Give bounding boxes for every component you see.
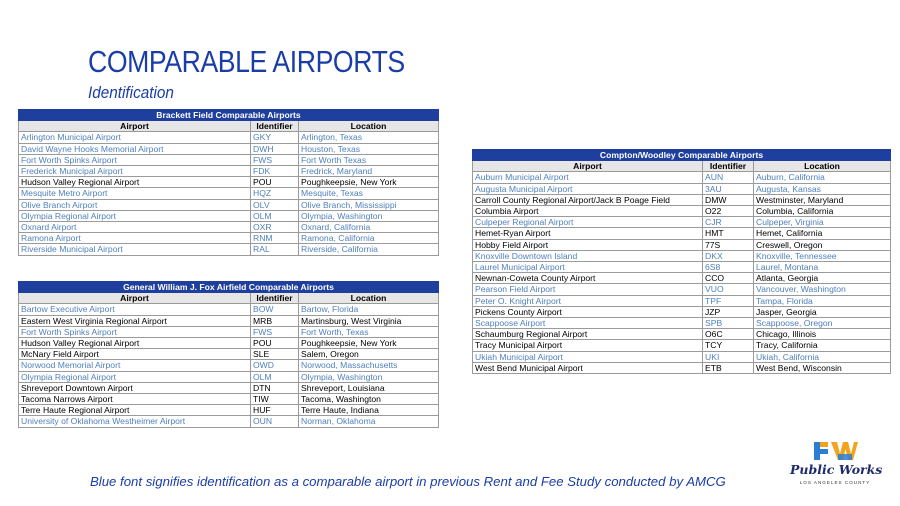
location-cell: Salem, Oregon [299, 349, 439, 360]
table-row [19, 382, 439, 393]
airport-cell: Hemet-Ryan Airport [473, 228, 703, 239]
table-row [19, 394, 439, 405]
identifier-cell: GKY [251, 132, 299, 143]
fox-table [18, 281, 439, 428]
public-works-logo [790, 440, 883, 490]
brackett-table [18, 109, 439, 256]
location-cell: Columbia, California [754, 206, 891, 217]
location-cell: Culpeper, Virginia [754, 217, 891, 228]
table-row [19, 222, 439, 233]
location-cell: Riverside, California [299, 244, 439, 255]
column-header-location: Location [299, 121, 439, 132]
table-row [19, 416, 439, 427]
airport-cell: Olympia Regional Airport [19, 371, 251, 382]
table-row [473, 351, 891, 362]
table-row [473, 217, 891, 228]
table-row [473, 273, 891, 284]
table-row [473, 262, 891, 273]
location-cell: Olive Branch, Mississippi [299, 199, 439, 210]
airport-cell: Mesquite Metro Airport [19, 188, 251, 199]
table-row [19, 154, 439, 165]
identifier-cell: SPB [703, 318, 754, 329]
compton-table [472, 149, 891, 374]
column-header-airport: Airport [19, 121, 251, 132]
table-row [19, 132, 439, 143]
location-cell: Westminster, Maryland [754, 194, 891, 205]
airport-cell: Scappoose Airport [473, 318, 703, 329]
identifier-cell: UKI [703, 351, 754, 362]
identifier-cell: OLM [251, 210, 299, 221]
location-cell: Hemet, California [754, 228, 891, 239]
airport-cell: Ukiah Municipal Airport [473, 351, 703, 362]
location-cell: Norwood, Massachusetts [299, 360, 439, 371]
identifier-cell: RAL [251, 244, 299, 255]
identifier-cell: 6S8 [703, 262, 754, 273]
identifier-cell: RNM [251, 233, 299, 244]
table-row [19, 405, 439, 416]
column-header-identifier: Identifier [251, 293, 299, 304]
identifier-cell: JZP [703, 306, 754, 317]
location-cell: Martinsburg, West Virginia [299, 315, 439, 326]
airport-cell: Olympia Regional Airport [19, 210, 251, 221]
identifier-cell: O22 [703, 206, 754, 217]
airport-cell: Pickens County Airport [473, 306, 703, 317]
location-cell: Poughkeepsie, New York [299, 338, 439, 349]
page-title: COMPARABLE AIRPORTS [88, 44, 405, 79]
airport-cell: Laurel Municipal Airport [473, 262, 703, 273]
identifier-cell: DWH [251, 143, 299, 154]
location-cell: Terre Haute, Indiana [299, 405, 439, 416]
column-header-identifier: Identifier [251, 121, 299, 132]
airport-cell: Schaumburg Regional Airport [473, 329, 703, 340]
airport-cell: Hudson Valley Regional Airport [19, 177, 251, 188]
location-cell: Tampa, Florida [754, 295, 891, 306]
column-header-location: Location [754, 161, 891, 172]
location-cell: Olympia, Washington [299, 371, 439, 382]
airport-cell: Ramona Airport [19, 233, 251, 244]
table-row [473, 172, 891, 183]
airport-cell: Columbia Airport [473, 206, 703, 217]
airport-cell: Olive Branch Airport [19, 199, 251, 210]
identifier-cell: SLE [251, 349, 299, 360]
location-cell: Jasper, Georgia [754, 306, 891, 317]
location-cell: Chicago, Illinois [754, 329, 891, 340]
airport-cell: Arlington Municipal Airport [19, 132, 251, 143]
identifier-cell: OWD [251, 360, 299, 371]
airport-cell: Knoxville Downtown Island [473, 250, 703, 261]
identifier-cell: OXR [251, 222, 299, 233]
location-cell: Ukiah, California [754, 351, 891, 362]
airport-cell: Oxnard Airport [19, 222, 251, 233]
identifier-cell: BOW [251, 304, 299, 315]
footer-note: Blue font signifies identification as a comparable airport in previous Rent and Fee Study conducted by AMCG [90, 474, 726, 489]
airport-cell: Peter O. Knight Airport [473, 295, 703, 306]
airport-cell: Eastern West Virginia Regional Airport [19, 315, 251, 326]
table-row [473, 340, 891, 351]
column-header-identifier: Identifier [703, 161, 754, 172]
table-row [19, 233, 439, 244]
airport-cell: Fort Worth Spinks Airport [19, 154, 251, 165]
identifier-cell: FDK [251, 166, 299, 177]
airport-cell: Terre Haute Regional Airport [19, 405, 251, 416]
table-row [473, 228, 891, 239]
identifier-cell: DTN [251, 382, 299, 393]
airport-cell: Pearson Field Airport [473, 284, 703, 295]
location-cell: Fort Worth Texas [299, 154, 439, 165]
airport-cell: Augusta Municipal Airport [473, 183, 703, 194]
table-row [19, 244, 439, 255]
table-row [473, 206, 891, 217]
identifier-cell: AUN [703, 172, 754, 183]
location-cell: Ramona, California [299, 233, 439, 244]
identifier-cell: ETB [703, 362, 754, 373]
location-cell: Creswell, Oregon [754, 239, 891, 250]
table-row [473, 295, 891, 306]
table-row [19, 304, 439, 315]
table-row [19, 210, 439, 221]
identifier-cell: CJR [703, 217, 754, 228]
airport-cell: Bartow Executive Airport [19, 304, 251, 315]
airport-cell: Tracy Municipal Airport [473, 340, 703, 351]
table-row [473, 250, 891, 261]
table-row [19, 326, 439, 337]
table-row [473, 284, 891, 295]
identifier-cell: OLM [251, 371, 299, 382]
table-row [473, 318, 891, 329]
table-title: Compton/Woodley Comparable Airports [473, 150, 891, 161]
location-cell: Scappoose, Oregon [754, 318, 891, 329]
airport-cell: Newnan-Coweta County Airport [473, 273, 703, 284]
table-row [19, 315, 439, 326]
location-cell: Oxnard, California [299, 222, 439, 233]
logo-name: Public Works [790, 462, 883, 477]
identifier-cell: CCO [703, 273, 754, 284]
location-cell: Vancouver, Washington [754, 284, 891, 295]
identifier-cell: DMW [703, 194, 754, 205]
identifier-cell: FWS [251, 326, 299, 337]
identifier-cell: 3AU [703, 183, 754, 194]
column-header-location: Location [299, 293, 439, 304]
airport-cell: Carroll County Regional Airport/Jack B Poage Field [473, 194, 703, 205]
table-row [473, 329, 891, 340]
table-title: General William J. Fox Airfield Comparable Airports [19, 282, 439, 293]
location-cell: Tracy, California [754, 340, 891, 351]
table-row [19, 349, 439, 360]
table-row [19, 199, 439, 210]
table-row [19, 177, 439, 188]
identifier-cell: FWS [251, 154, 299, 165]
airport-cell: Riverside Municipal Airport [19, 244, 251, 255]
page-subtitle: Identification [88, 83, 174, 102]
identifier-cell: HUF [251, 405, 299, 416]
logo-subtitle: LOS ANGELES COUNTY [799, 480, 871, 485]
table-row [473, 239, 891, 250]
location-cell: Houston, Texas [299, 143, 439, 154]
identifier-cell: O6C [703, 329, 754, 340]
identifier-cell: DKX [703, 250, 754, 261]
airport-cell: McNary Field Airport [19, 349, 251, 360]
table-row [473, 194, 891, 205]
identifier-cell: TPF [703, 295, 754, 306]
column-header-airport: Airport [19, 293, 251, 304]
location-cell: Norman, Oklahoma [299, 416, 439, 427]
identifier-cell: TIW [251, 394, 299, 405]
airport-cell: Hobby Field Airport [473, 239, 703, 250]
airport-cell: Hudson Valley Regional Airport [19, 338, 251, 349]
identifier-cell: TCY [703, 340, 754, 351]
location-cell: Arlington, Texas [299, 132, 439, 143]
identifier-cell: VUO [703, 284, 754, 295]
identifier-cell: OUN [251, 416, 299, 427]
location-cell: Laurel, Montana [754, 262, 891, 273]
airport-cell: Shreveport Downtown Airport [19, 382, 251, 393]
location-cell: Mesquite, Texas [299, 188, 439, 199]
identifier-cell: MRB [251, 315, 299, 326]
pw-logo-icon [812, 440, 858, 462]
identifier-cell: HQZ [251, 188, 299, 199]
table-row [19, 371, 439, 382]
location-cell: West Bend, Wisconsin [754, 362, 891, 373]
airport-cell: Frederick Municipal Airport [19, 166, 251, 177]
location-cell: Tacoma, Washington [299, 394, 439, 405]
table-row [473, 362, 891, 373]
table-row [19, 166, 439, 177]
airport-cell: University of Oklahoma Westheimer Airport [19, 416, 251, 427]
column-header-airport: Airport [473, 161, 703, 172]
table-row [19, 338, 439, 349]
table-row [19, 143, 439, 154]
airport-cell: Tacoma Narrows Airport [19, 394, 251, 405]
location-cell: Knoxville, Tennessee [754, 250, 891, 261]
identifier-cell: 77S [703, 239, 754, 250]
table-title: Brackett Field Comparable Airports [19, 110, 439, 121]
location-cell: Fredrick, Maryland [299, 166, 439, 177]
location-cell: Olympia, Washington [299, 210, 439, 221]
location-cell: Atlanta, Georgia [754, 273, 891, 284]
location-cell: Auburn, California [754, 172, 891, 183]
location-cell: Fort Worth, Texas [299, 326, 439, 337]
airport-cell: Culpeper Regional Airport [473, 217, 703, 228]
location-cell: Bartow, Florida [299, 304, 439, 315]
table-row [19, 188, 439, 199]
table-row [473, 306, 891, 317]
location-cell: Shreveport, Louisiana [299, 382, 439, 393]
airport-cell: Norwood Memorial Airport [19, 360, 251, 371]
identifier-cell: POU [251, 177, 299, 188]
identifier-cell: OLV [251, 199, 299, 210]
airport-cell: Auburn Municipal Airport [473, 172, 703, 183]
table-row [473, 183, 891, 194]
airport-cell: West Bend Municipal Airport [473, 362, 703, 373]
airport-cell: David Wayne Hooks Memorial Airport [19, 143, 251, 154]
airport-cell: Fort Worth Spinks Airport [19, 326, 251, 337]
identifier-cell: HMT [703, 228, 754, 239]
identifier-cell: POU [251, 338, 299, 349]
location-cell: Augusta, Kansas [754, 183, 891, 194]
table-row [19, 360, 439, 371]
location-cell: Poughkeepsie, New York [299, 177, 439, 188]
